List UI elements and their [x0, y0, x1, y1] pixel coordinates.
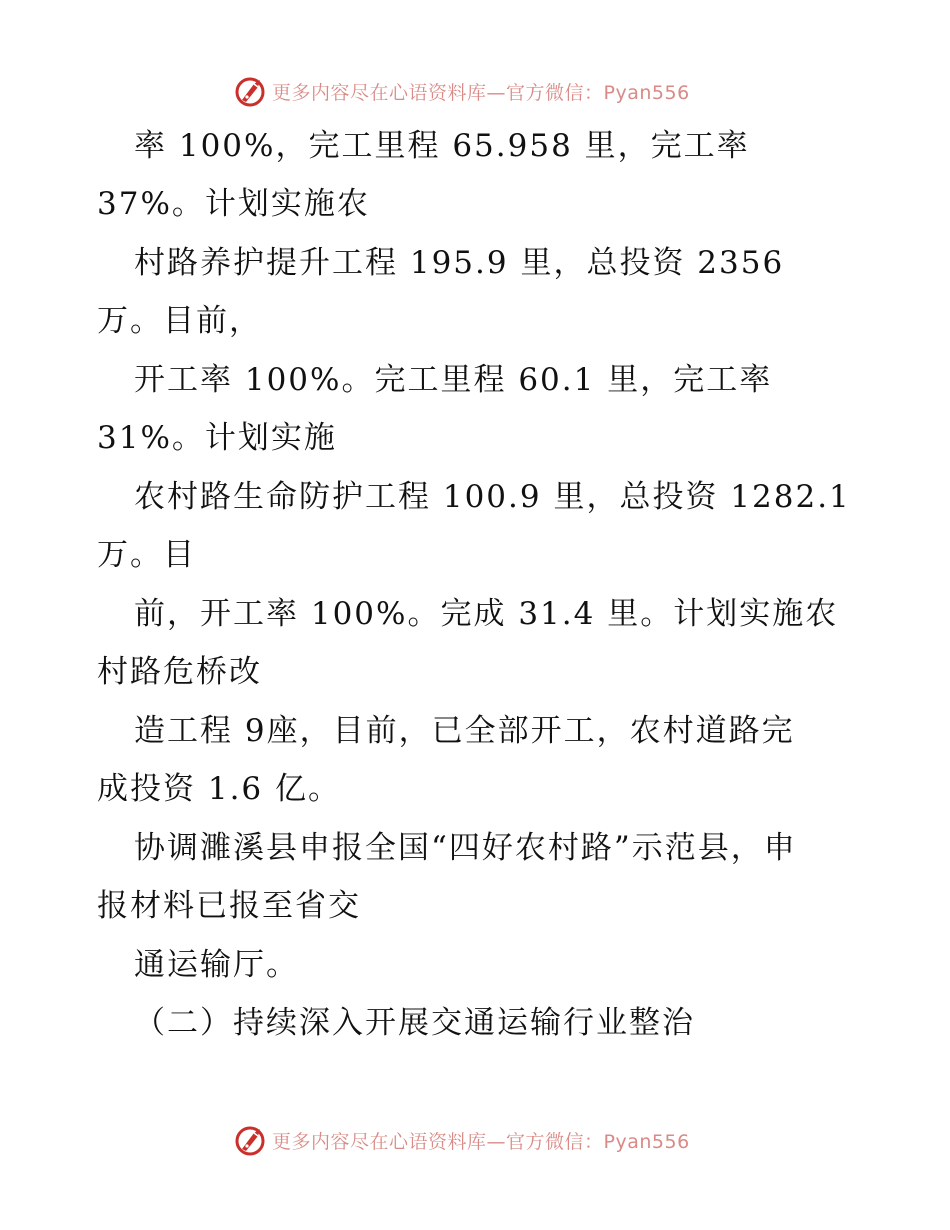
body-line: 报材料已报至省交 [97, 888, 361, 924]
body-line: 开工率 100%。完工里程 60.1 里，完工率 [134, 362, 773, 398]
body-line: 万。目 [97, 537, 196, 573]
body-line: 37%。计划实施农 [97, 186, 370, 222]
header-watermark [234, 73, 690, 109]
body-line: 村路养护提升工程 195.9 里，总投资 2356 [134, 245, 785, 281]
body-line: 率 100%，完工里程 65.958 里，完工率 [134, 128, 750, 164]
body-line: 通运输厅。 [134, 947, 299, 983]
pen-nib-logo-icon [234, 1123, 268, 1157]
body-line: 成投资 1.6 亿。 [97, 771, 342, 807]
footer-watermark [234, 1122, 690, 1158]
body-line: 31%。计划实施 [97, 420, 337, 456]
pen-nib-logo-icon [234, 74, 268, 108]
body-line: 协调濉溪县申报全国“四好农村路”示范县，申 [134, 830, 797, 866]
body-line: 村路危桥改 [97, 654, 262, 690]
watermark-text: 更多内容尽在心语资料库—官方微信：Pyan556 [272, 1130, 690, 1153]
section-heading: （二）持续深入开展交通运输行业整治 [134, 1005, 695, 1041]
watermark-text: 更多内容尽在心语资料库—官方微信：Pyan556 [272, 81, 690, 104]
body-line: 前，开工率 100%。完成 31.4 里。计划实施农 [134, 596, 839, 632]
body-line: 农村路生命防护工程 100.9 里，总投资 1282.1 [134, 479, 851, 515]
body-line: 万。目前， [97, 303, 262, 339]
body-line: 造工程 9座，目前，已全部开工，农村道路完 [134, 713, 795, 749]
